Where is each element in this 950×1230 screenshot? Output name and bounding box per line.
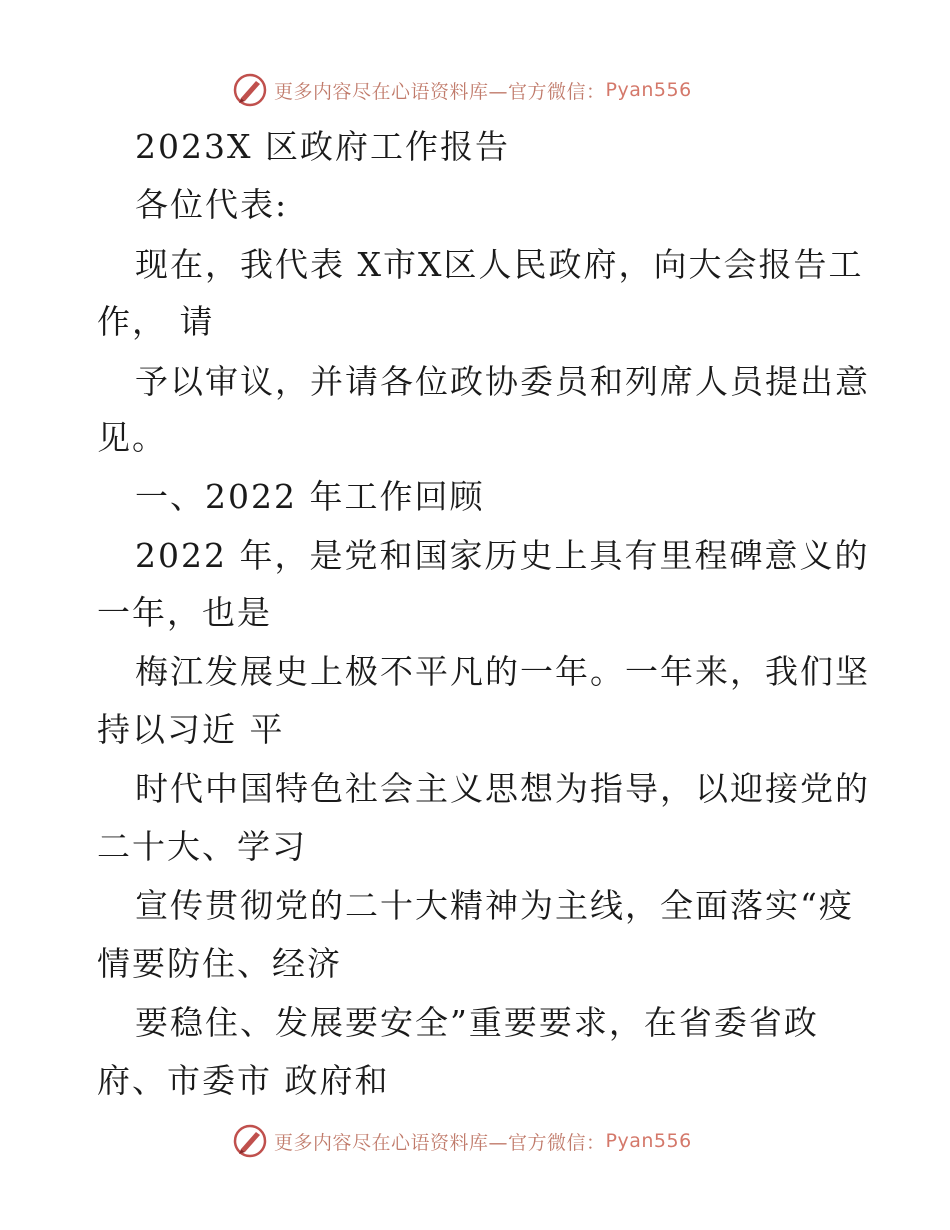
salutation: 各位代表:	[135, 185, 289, 224]
watermark-text: 更多内容尽在心语资料库—官方微信：	[274, 80, 606, 103]
watermark-wechat-id: Pyan556	[605, 1130, 692, 1152]
watermark-banner-top	[232, 70, 692, 110]
paragraph-line: 作， 请	[97, 302, 215, 341]
paragraph-line: 予以审议，并请各位政协委员和列席人员提出意	[135, 362, 870, 401]
paragraph-line: 府、市委市 政府和	[97, 1061, 390, 1100]
section-heading: 一、2022 年工作回顾	[135, 477, 485, 516]
paragraph-line: 现在，我代表 X市X区人民政府，向大会报告工	[135, 245, 864, 284]
watermark-wechat-id: Pyan556	[605, 79, 692, 101]
paragraph-line: 时代中国特色社会主义思想为指导，以迎接党的	[135, 769, 870, 808]
paragraph-line: 二十大、学习	[97, 827, 307, 866]
paragraph-line: 一年，也是	[97, 593, 272, 632]
paragraph-line: 要稳住、发展要安全”重要要求，在省委省政	[135, 1003, 819, 1042]
paragraph-line: 宣传贯彻党的二十大精神为主线，全面落实“疫	[135, 886, 854, 925]
watermark-banner-bottom	[232, 1121, 692, 1161]
paragraph-line: 见。	[97, 418, 167, 457]
paragraph-line: 梅江发展史上极不平凡的一年。一年来，我们坚	[135, 652, 870, 691]
pen-logo-icon	[232, 72, 268, 108]
pen-logo-icon	[232, 1123, 268, 1159]
paragraph-line: 情要防住、经济	[97, 944, 342, 983]
document-title: 2023X 区政府工作报告	[135, 127, 510, 166]
paragraph-line: 2022 年，是党和国家历史上具有里程碑意义的	[135, 536, 870, 575]
watermark-text: 更多内容尽在心语资料库—官方微信：	[274, 1131, 606, 1154]
paragraph-line: 持以习近 平	[97, 710, 285, 749]
